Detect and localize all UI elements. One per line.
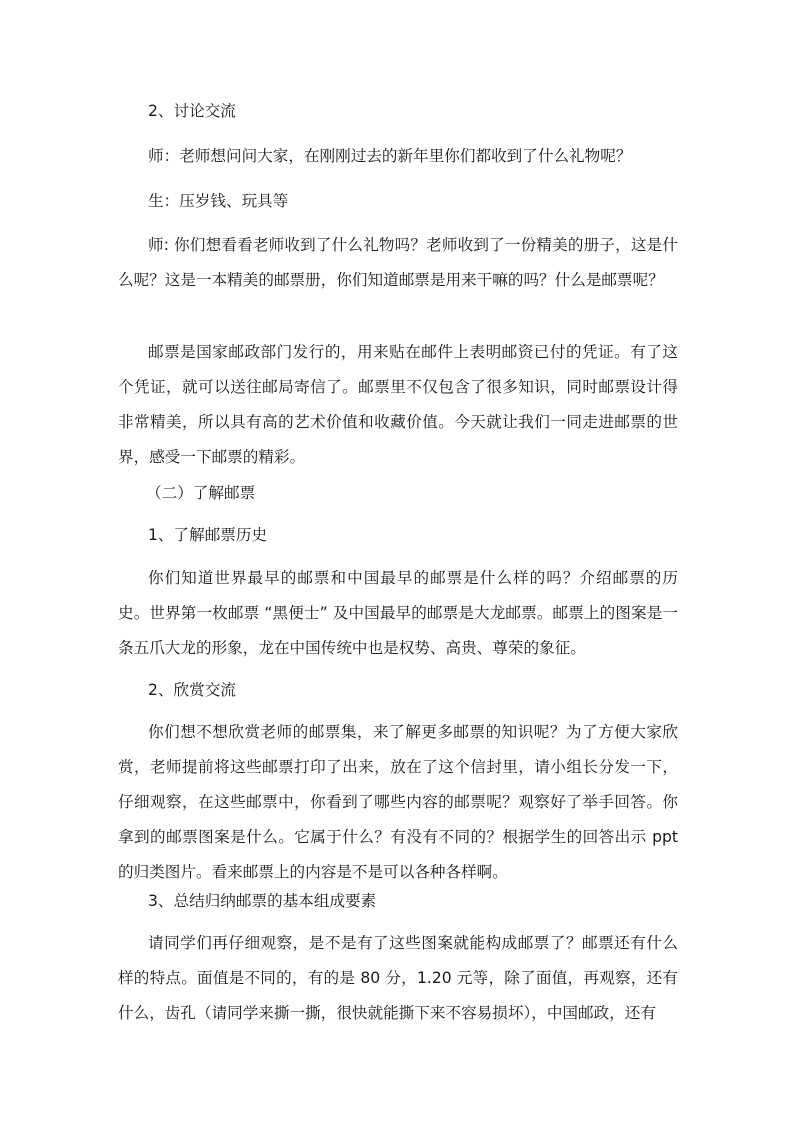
- student-answer: 生：压岁钱、玩具等: [148, 192, 289, 210]
- teacher-stamp-album-paragraph: 师: 你们想看看老师收到了什么礼物吗？老师收到了一份精美的册子，这是什么呢？这是一本精美的邮票册，你们知道邮票是用来干嘛的吗？什么是邮票呢？: [118, 236, 678, 289]
- teacher-question: 师：老师想问问大家，在刚刚过去的新年里你们都收到了什么礼物呢？: [148, 147, 632, 165]
- summary-paragraph: 请同学们再仔细观察，是不是有了这些图案就能构成邮票了？邮票还有什么样的特点。面值是不同的，有的是 80 分，1.20 元等，除了面值，再观察，还有什么，齿孔（请同学来撕一撕，很快就能撕下来不容易损坏），中国邮政，还有: [118, 934, 678, 1022]
- history-paragraph: 你们知道世界最早的邮票和中国最早的邮票是什么样的吗？介绍邮票的历史。世界第一枚邮票 “黑便士” 及中国最早的邮票是大龙邮票。邮票上的图案是一条五爪大龙的形象，龙在中国传统中也是权势、高贵、尊荣的象征。: [118, 569, 678, 657]
- heading-summary: 3、总结归纳邮票的基本组成要素: [148, 892, 377, 910]
- section-two-heading: （二）了解邮票: [146, 484, 256, 502]
- appreciation-paragraph: 你们想不想欣赏老师的邮票集，来了解更多邮票的知识呢？为了方便大家欣赏，老师提前将这些邮票打印了出来，放在了这个信封里，请小组长分发一下，仔细观察，在这些邮票中，你看到了哪些内容的邮票呢？观察好了举手回答。你拿到的邮票图案是什么。它属于什么？有没有不同的？根据学生的回答出示 ppt 的归类图片。看来邮票上的内容是不是可以各种各样啊。: [118, 723, 678, 881]
- heading-discussion: 2、讨论交流: [148, 102, 236, 120]
- stamp-definition-paragraph: 邮票是国家邮政部门发行的，用来贴在邮件上表明邮资已付的凭证。有了这个凭证，就可以送往邮局寄信了。邮票里不仅包含了很多知识，同时邮票设计得非常精美，所以具有高的艺术价值和收藏价值。今天就让我们一同走进邮票的世界，感受一下邮票的精彩。: [118, 343, 678, 466]
- heading-appreciation: 2、欣赏交流: [148, 681, 236, 699]
- heading-history: 1、了解邮票历史: [148, 526, 268, 544]
